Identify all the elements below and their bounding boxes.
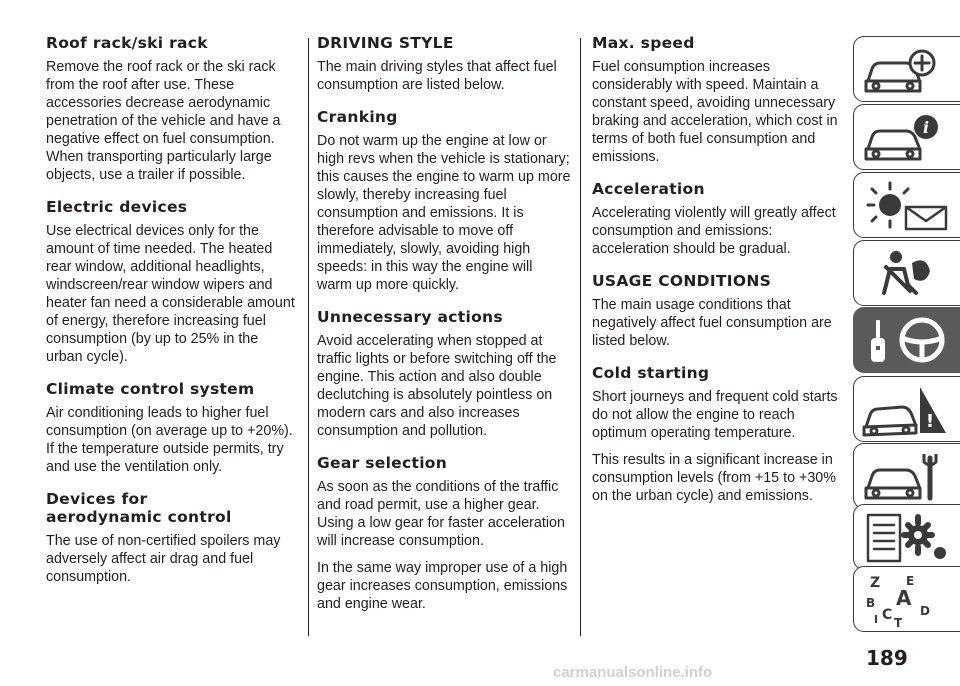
car-emergency-icon [860,381,960,439]
watermark: carmanualsonline.info [553,664,713,681]
index-letter-a: A [896,586,912,610]
heading-gear-selection: Gear selection [317,454,448,472]
paragraph-max-speed: Fuel consumption increases considerably with speed. Maintain a constant speed, avoiding unnecessary braking and acceleration, which cost in terms of both fuel consumption and emissions. [592,59,838,165]
index-letter-t: T [894,616,903,629]
column-divider-2 [580,38,581,636]
index-letter-b: B [866,596,876,610]
specifications-gear-icon [860,509,960,567]
heading-usage-conditions: USAGE CONDITIONS [592,272,772,290]
index-letter-i: I [874,613,879,626]
paragraph-high-gear: In the same way improper use of a high gear increases consumption, emissions and engine wear. [317,560,568,612]
paragraph-unnecessary-actions: Avoid accelerating when stopped at traffic lights or before switching off the engine. This action and also double declutching is absolutely pointless on modern cars and also increases consumption and pollution. [317,333,557,439]
column-divider-1 [308,38,309,636]
heading-driving-style: DRIVING STYLE [317,34,454,52]
index-letter-e: E [906,574,915,588]
car-wrench-icon [860,448,960,506]
svg-text:!: ! [925,411,935,432]
paragraph-driving-style: The main driving styles that affect fuel consumption are listed below. [317,59,557,93]
heading-aerodynamic-devices [46,490,298,526]
tab-safety[interactable] [853,240,960,306]
tab-servicing-care[interactable] [853,443,960,509]
tab-emergency[interactable] [853,376,960,442]
column-middle [317,34,571,627]
paragraph-electric-devices: Use electrical devices only for the amount of time needed. The heated rear window, additional headlights, windscreen/rear window wipers and heater fan need a considerable amount of energy, therefore increasing fuel consumption (by up to 25% in the urban cycle). [46,223,295,365]
car-search-icon [860,41,960,99]
heading-aerodynamic-line2: aerodynamic control [46,508,232,526]
column-right [592,34,840,519]
heading-cold-starting: Cold starting [592,364,710,382]
alphabetical-index-icon [860,571,960,629]
tab-technical-specifications[interactable] [853,504,960,570]
warning-lights-icon [860,177,960,235]
tab-warning-lights[interactable] [853,172,960,238]
tab-starting-driving[interactable] [853,307,960,373]
heading-climate-control: Climate control system [46,380,255,398]
key-steering-wheel-icon [860,312,960,370]
tab-dashboard-knowledge[interactable] [853,36,960,102]
index-letter-c: C [882,607,893,623]
heading-max-speed: Max. speed [592,34,695,52]
paragraph-gear-selection: As soon as the conditions of the traffic and road permit, use a higher gear. Using a low gear for faster acceleration will increase consumption. [317,479,565,549]
tab-index[interactable] [853,566,960,632]
page-number: 189 [866,646,908,670]
paragraph-aerodynamic-devices: The use of non-certified spoilers may adversely affect air drag and fuel consumption. [46,533,281,585]
heading-cranking: Cranking [317,108,398,126]
index-letter-d: D [920,604,930,618]
tab-getting-to-know[interactable] [853,104,960,170]
index-letter-z: Z [870,575,881,591]
seatbelt-airbag-icon [860,245,960,303]
heading-electric-devices: Electric devices [46,198,188,216]
svg-text:i: i [922,118,930,137]
heading-aerodynamic-line1: Devices for [46,490,148,508]
paragraph-cranking: Do not warm up the engine at low or high revs when the vehicle is stationary; this causes the engine to warm up more slowly, thereby increasing fuel consumption and emissions. It is therefore advisable to move off immediately, slowly, avoiding high speeds: in this way the engine will warm up more quickly. [317,133,571,293]
paragraph-cold-starting: Short journeys and frequent cold starts do not allow the engine to reach optimum operating temperature. [592,389,838,441]
heading-roof-rack: Roof rack/ski rack [46,34,208,52]
paragraph-consumption-increase: This results in a significant increase in consumption levels (from +15 to +30% on the urban cycle) and emissions. [592,452,836,504]
heading-unnecessary-actions: Unnecessary actions [317,308,503,326]
column-left [46,34,298,600]
paragraph-roof-rack: Remove the roof rack or the ski rack from the roof after use. These accessories decrease aerodynamic penetration of the vehicle and have a negative effect on fuel consumption. When transporting particularly large objects, use a trailer if possible. [46,59,281,183]
car-info-icon [860,109,960,167]
paragraph-climate-control: Air conditioning leads to higher fuel consumption (on average up to +20%). If the temperature outside permits, try and use the ventilation only. [46,405,293,475]
paragraph-acceleration: Accelerating violently will greatly affect consumption and emissions: acceleration should be gradual. [592,205,836,257]
paragraph-usage-conditions: The main usage conditions that negatively affect fuel consumption are listed below. [592,297,832,349]
heading-acceleration: Acceleration [592,180,705,198]
